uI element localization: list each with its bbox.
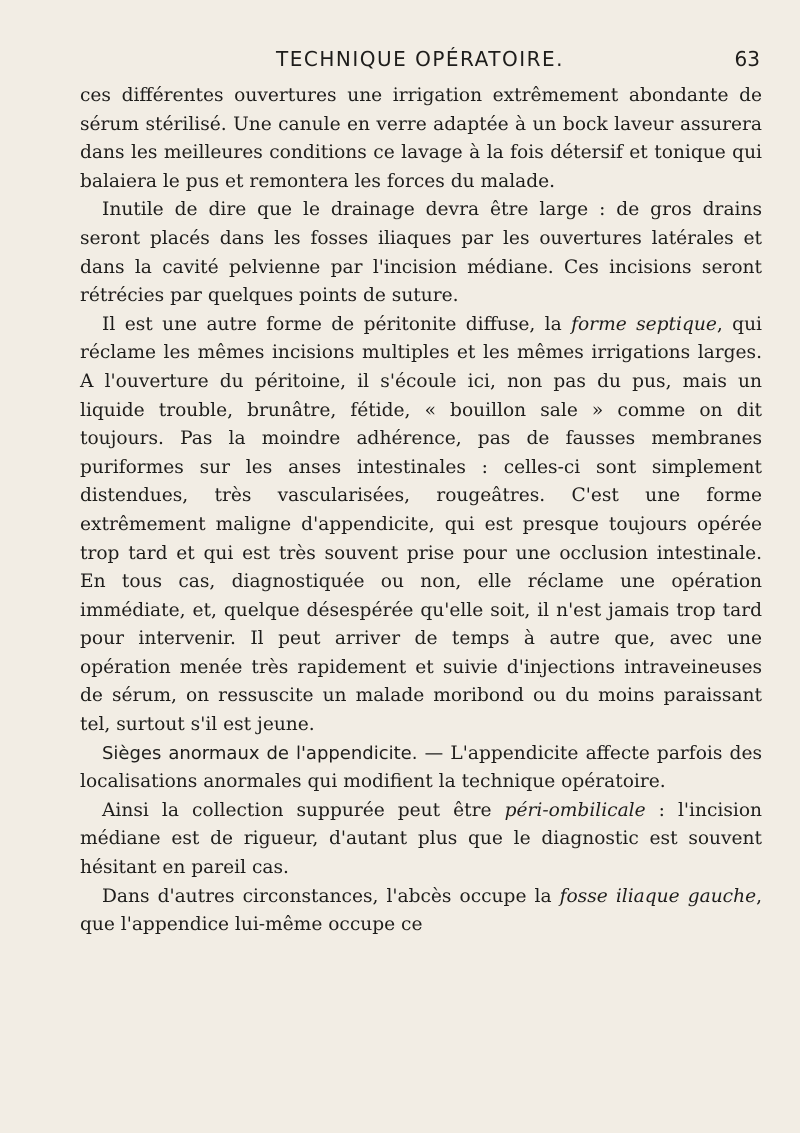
page-header [80,44,760,74]
body-text [80,82,762,940]
paragraph-text: — L'appendicite affecte parfois des localisations anormales qui modifient la technique opératoire. [80,742,762,793]
paragraph-text: Dans d'autres circonstances, l'abcès occupe la [102,885,560,907]
italic-term: fosse iliaque gauche [559,885,757,907]
paragraph-drainage [80,196,762,310]
paragraph-text: Ainsi la collection suppurée peut être [102,799,505,821]
paragraph-text: , qui réclame les mêmes incisions multiples et les mêmes irrigations larges. A l'ouverture du péritoine, il s'écoule ici, non pas du pus, mais un liquide trouble, brunâtre, fétide, « bouillon sale » comme on dit toujours. Pas la moindre adhérence, pas de fausses membranes puriformes sur les anses intestinales : celles-ci sont simplement distendues, très vascularisées, rougeâtres. C'est une forme extrêmement maligne d'appendicite, qui est presque toujours opérée trop tard et qui est très souvent prise pour une occlusion intestinale. En tous cas, diagnostiquée ou non, elle réclame une opération immédiate, et, quelque désespérée qu'elle soit, il n'est jamais trop tard pour intervenir. Il peut arriver de temps à autre que, avec une opération menée très rapidement et suivie d'injections intraveineuses de sérum, on ressuscite un malade moribond ou du moins paraissant tel, surtout s'il est jeune. [80,313,762,736]
paragraph-left-iliac [80,883,762,940]
paragraph-irrigation [80,82,762,196]
paragraph-text: Il est une autre forme de péritonite diffuse, la [102,313,572,335]
paragraph-periumbilical [80,797,762,883]
paragraph-abnormal-sites [80,740,762,797]
section-heading: Sièges anormaux de l'appendicite. [102,742,418,764]
paragraph-text: ces différentes ouvertures une irrigation extrêmement abondante de sérum stérilisé. Une canule en verre adaptée à un bock laveur assurera dans les meilleures conditions ce lavage à la fois détersif et tonique qui balaiera le pus et remontera les forces du malade. [80,85,762,192]
paragraph-text: : l'incision médiane est de rigueur, d'autant plus que le diagnostic est souvent hésitant en pareil cas. [80,799,762,879]
paragraph-text: , que l'appendice lui-même occupe ce [80,885,762,936]
paragraph-septic-form [80,311,762,740]
italic-term: forme septique [571,313,717,335]
paragraph-text: Inutile de dire que le drainage devra être large : de gros drains seront placés dans les fosses iliaques par les ouvertures latérales et dans la cavité pelvienne par l'incision médiane. Ces incisions seront rétrécies par quelques points de suture. [80,199,762,307]
italic-term: péri-ombilicale [504,799,646,821]
page-number: 63 [734,47,760,71]
running-head: TECHNIQUE OPÉRATOIRE. [276,47,564,71]
